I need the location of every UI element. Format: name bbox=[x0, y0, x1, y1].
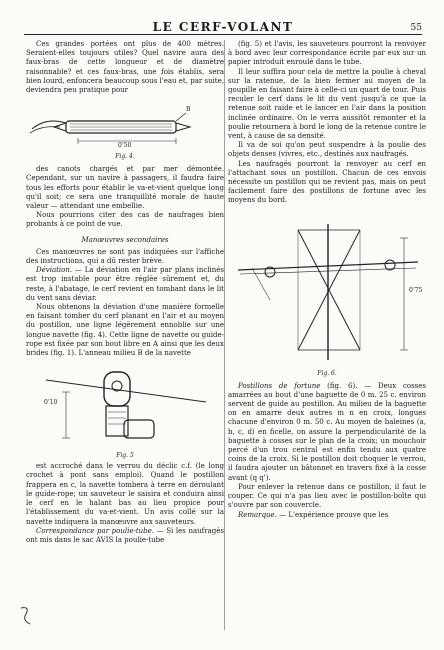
paragraph: Pour enlever la retenue dans ce postillon, il faut le couper. Ce qui n'a pas lieu avec le postillon-boîte qui s'ouvre par son couvercle. bbox=[228, 482, 426, 510]
paragraph: Les naufragés pourront la renvoyer au cerf en l'attachant sous un postillon. Chacun de ces envois nécessite un postillon qui ne revient pas, mais on peut facilement faire des postillons de fortune avec les moyens du bord. bbox=[228, 159, 426, 205]
paragraph-text: — Si les naufragés ont mis dans le sac AVIS la poulie-tube bbox=[26, 526, 224, 544]
paragraph bbox=[26, 266, 224, 303]
paragraph-text: — L'expérience prouve que les bbox=[276, 510, 389, 519]
paragraph-text: — La déviation en l'air par plans inclinés est trop instable pour être réglée sûrement et, du reste, à l'abatage, le cerf revient en tombant dans le lit du vent sans déviar. bbox=[26, 266, 224, 302]
paragraph: Il va de soi qu'on peut suspendre à la poulie des objets denses (vivres, etc., destinés aux naufragés. bbox=[228, 141, 426, 159]
paragraph: Il leur suffira pour cela de mettre la poulie à cheval sur la ratenue, de la bien fermer au moyen de la goupille en faisant faire à celle-ci un quart de tour. Puis reculer le cerf dans le lit du vent jusqu'à ce que la retenue soit raide et le lancer en l'air dans la position inclinée ordinaire. On le verra aussitôt remonter et la poulie retournera à bord le long de la retenue contre le vent, à cause de sa densité. bbox=[228, 67, 426, 141]
figure-6 bbox=[228, 210, 426, 378]
figure-measurement: 0’75 bbox=[409, 286, 423, 294]
paragraph: Nous pourrions citer des cas de naufrages bien probants à ce point de vue. bbox=[26, 211, 224, 229]
paragraph: est accroché dans le verrou du déclic c.f. (le long crochet à pont sans emploi). Quand le postillon frappera en c, la navette tombera à terre en déroulant le guide-rope; un sauveteur le saisira et conduira ainsi le cerf en le halant bas au lieu propice pour l'établissement du va-et-vient. Un avis collé sur la navette indiquera la manœuvre aux sauveteurs. bbox=[26, 462, 224, 526]
paragraph: Nous obtenons la déviation d'une manière formelle en faisant tomber du cerf planant en l'air et au moyen du postillon, une ligne légèrement ennoblie sur une longue navette (fig. 4). Cette ligne de navette ou guide-rope est fixée par son bout libre en A ainsi que les deux brides (fig. 1). L'anneau milieu B de la navette bbox=[26, 303, 224, 358]
run-in-heading: Déviation. bbox=[36, 266, 73, 275]
run-in-heading: Correspondance par poulie-tube. bbox=[36, 526, 155, 535]
figure-caption: Fig. 6. bbox=[317, 369, 337, 377]
run-in-heading: Postillons de fortune bbox=[238, 381, 321, 390]
paragraph: Ces grandes portées ont plus de 400 mètres. Seraient-elles toujours utiles? Quel navire aura des faux-bras de cette longueur et de diamètre raisonnable? et ces faux-bras, une fois établis, sera bien lourd, enfoncera beaucoup sous l'eau et, par suite, deviendra peu pratique pour bbox=[26, 40, 224, 95]
figure-measurement: 0’50 bbox=[118, 142, 132, 150]
figure-caption: Fig. 4. bbox=[115, 153, 135, 161]
figure-caption: Fig. 5 bbox=[116, 452, 134, 460]
paragraph: Ces manœuvres ne sont pas indiquées sur l'affiche des instructions, qui a dû rester brève. bbox=[26, 247, 224, 266]
page-header bbox=[24, 18, 422, 35]
paragraph-text: (fig. 6). — Deux cosses amarrées au bout d'une baguette de 0 m. 25 c. environ servent de guide au postillon. Au milieu de la baguette on en amarre deux autres m n en croix, longues chacune d'environ 0 m. 50 c. Au moyen de baleines (a, b, c, d) en ficelle, on assure la perpendicularité de la baguette à cosses sur le plan de la croix; un mouchoir percé d'un trou central est enfin tendu aux quatre coins de la croix. Si le postillon doit choquer le verrou, il faudra ajouter un bâtonnet en travers fixé à la cosse avant (q q'). bbox=[228, 381, 427, 482]
figure-label-b: B bbox=[186, 106, 191, 114]
right-column bbox=[228, 40, 426, 520]
margin-mark bbox=[18, 604, 34, 628]
page-number: 55 bbox=[410, 23, 422, 33]
running-title: LE CERF-VOLANT bbox=[152, 20, 294, 34]
paragraph: des canots chargés et par mer démontée. Cependant, sur un navire à passagers, il faudra faire tous les efforts pour établir le va-et-vient quelque long qu'il soit; ce sera une tranquillité morale de haute valeur — attendant une embellie. bbox=[26, 165, 224, 211]
improvised-messenger-illustration bbox=[228, 210, 426, 370]
paragraph: (fig. 5) et l'avis, les sauveteurs pourront la renvoyer à bord avec leur correspondance écrite par eux sur un papier introduit enroulé dans le tube. bbox=[228, 40, 426, 67]
figure-measurement: 0’10 bbox=[44, 399, 58, 407]
left-column bbox=[26, 40, 224, 545]
paragraph bbox=[26, 527, 224, 545]
paragraph bbox=[228, 511, 426, 520]
column-divider bbox=[224, 40, 225, 630]
paragraph bbox=[228, 382, 426, 483]
section-heading: Manœuvres secondaires bbox=[81, 235, 169, 244]
figure-5 bbox=[26, 362, 224, 458]
figure-4 bbox=[26, 99, 224, 161]
run-in-heading: Remarque. bbox=[238, 510, 277, 519]
